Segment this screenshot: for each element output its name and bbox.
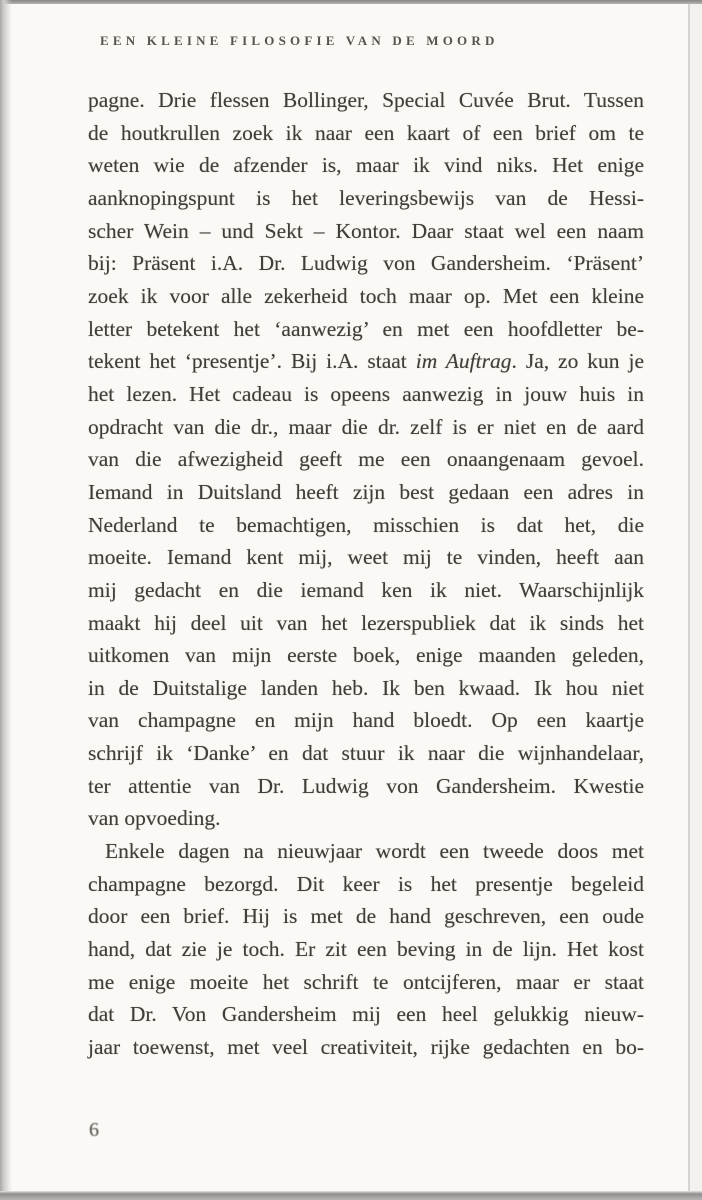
body-line xyxy=(88,411,644,444)
body-line xyxy=(88,509,644,542)
body-line xyxy=(88,84,644,117)
body-line xyxy=(88,966,644,999)
body-line xyxy=(88,1031,644,1064)
left-edge-shadow xyxy=(0,0,12,1200)
text-segment: scher Wein – und Sekt – Kontor. Daar staat wel een naam xyxy=(88,218,644,243)
running-header: EEN KLEINE FILOSOFIE VAN DE MOORD xyxy=(100,33,499,48)
body-line xyxy=(88,639,644,672)
text-segment: . Ja, zo kun je xyxy=(511,349,645,374)
text-segment: in de Duitstalige landen heb. Ik ben kwaad. Ik hou niet xyxy=(88,675,644,700)
text-segment: pagne. Drie flessen Bollinger, Special Cuvée Brut. Tussen xyxy=(88,88,644,112)
italic-phrase: im Auftrag xyxy=(415,349,512,374)
body-line xyxy=(88,607,644,640)
text-segment: opdracht van die dr., maar die dr. zelf is er niet en de aard xyxy=(88,414,644,439)
body-line xyxy=(88,345,644,378)
body-line xyxy=(88,835,644,868)
text-segment: champagne bezorgd. Dit keer is het presentje begeleid xyxy=(88,871,644,896)
body-line xyxy=(88,574,644,607)
text-segment: ter attentie van Dr. Ludwig von Gandersheim. Kwestie xyxy=(88,773,644,798)
text-segment: van opvoeding. xyxy=(88,806,221,831)
top-edge xyxy=(0,0,702,4)
body-line xyxy=(88,998,644,1031)
text-segment: van champagne en mijn hand bloedt. Op een kaartje xyxy=(88,708,644,733)
text-segment: mij gedacht en die iemand ken ik niet. Waarschijnlijk xyxy=(88,577,644,602)
body-line xyxy=(88,933,644,966)
body-line xyxy=(88,770,644,803)
body-line xyxy=(88,182,644,215)
text-segment: tekent het ‘presentje’. Bij i.A. staat xyxy=(88,349,416,374)
body-line xyxy=(88,313,644,346)
text-segment: dat Dr. Von Gandersheim mij een heel gelukkig nieuw- xyxy=(88,1002,644,1027)
body-line xyxy=(88,868,644,901)
text-segment: bij: Präsent i.A. Dr. Ludwig von Gandersheim. ‘Präsent’ xyxy=(88,251,644,276)
text-segment: hand, dat zie je toch. Er zit een beving in de lijn. Het kost xyxy=(88,937,644,962)
text-segment: Iemand in Duitsland heeft zijn best gedaan een adres in xyxy=(88,479,644,504)
body-line xyxy=(88,443,644,476)
text-segment: schrijf ik ‘Danke’ en dat stuur ik naar die wijnhandelaar, xyxy=(88,741,644,766)
text-segment: aanknopingspunt is het leveringsbewijs van de Hessi- xyxy=(88,185,644,210)
body-line xyxy=(88,672,644,705)
text-segment: Nederland te bemachtigen, misschien is dat het, die xyxy=(88,512,644,537)
right-page-edge xyxy=(688,4,690,1191)
text-segment: jaar toewenst, met veel creativiteit, rijke gedachten en bo- xyxy=(88,1035,644,1060)
body-line xyxy=(88,900,644,933)
body-line xyxy=(88,247,644,280)
text-segment: me enige moeite het schrift te ontcijferen, maar er staat xyxy=(88,969,644,994)
text-segment: Enkele dagen na nieuwjaar wordt een tweede doos met xyxy=(105,839,644,864)
bottom-edge xyxy=(0,1191,702,1200)
right-margin-strip xyxy=(690,4,702,1191)
body-line xyxy=(88,704,644,737)
text-segment: zoek ik voor alle zekerheid toch maar op. Met een kleine xyxy=(88,283,644,308)
text-segment: het lezen. Het cadeau is opeens aanwezig in jouw huis in xyxy=(88,381,644,406)
page-number: 6 xyxy=(89,1119,99,1141)
body-line xyxy=(88,476,644,509)
body-line xyxy=(88,541,644,574)
body-line xyxy=(88,280,644,313)
text-segment: maakt hij deel uit van het lezerspubliek dat ik sinds het xyxy=(88,610,644,635)
text-segment: moeite. Iemand kent mij, weet mij te vinden, heeft aan xyxy=(88,545,644,570)
text-segment: door een brief. Hij is met de hand geschreven, een oude xyxy=(88,904,644,929)
text-segment: uitkomen van mijn eerste boek, enige maanden geleden, xyxy=(88,643,644,668)
body-text xyxy=(88,84,644,1064)
body-line xyxy=(88,802,644,835)
body-line xyxy=(88,149,644,182)
text-segment: de houtkrullen zoek ik naar een kaart of een brief om te xyxy=(88,120,644,145)
text-segment: weten wie de afzender is, maar ik vind niks. Het enige xyxy=(88,153,644,178)
body-line xyxy=(88,117,644,150)
text-segment: letter betekent het ‘aanwezig’ en met een hoofdletter be- xyxy=(88,316,644,341)
body-line xyxy=(88,378,644,411)
body-line xyxy=(88,215,644,248)
text-segment: van die afwezigheid geeft me een onaangenaam gevoel. xyxy=(88,447,644,472)
body-line xyxy=(88,737,644,770)
